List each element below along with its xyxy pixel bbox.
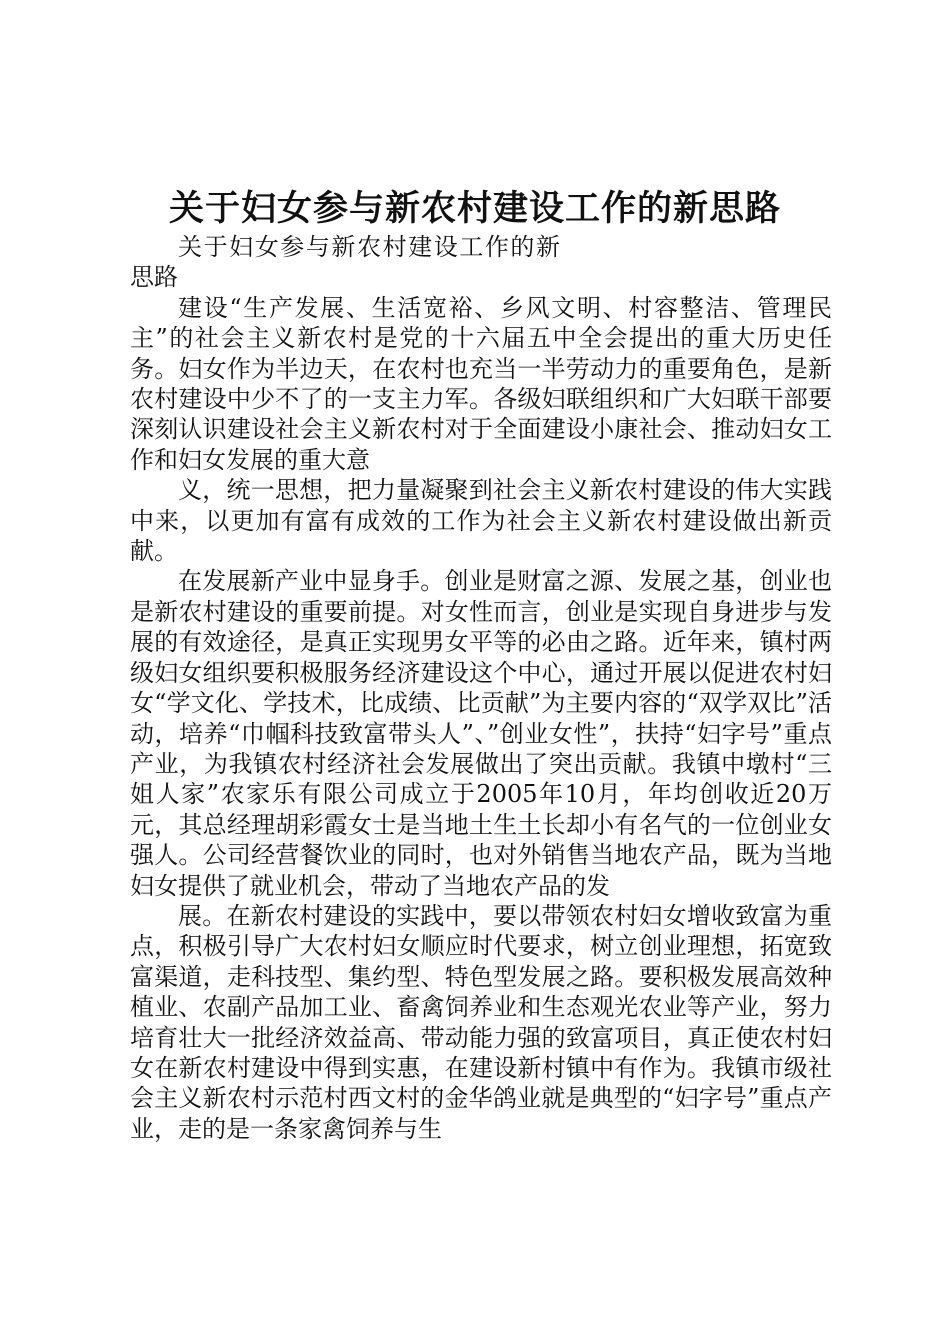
subtitle-paragraph: 关于妇女参与新农村建设工作的新思路 xyxy=(130,233,560,292)
document-title: 关于妇女参与新农村建设工作的新思路 xyxy=(168,189,781,229)
paragraph-2: 义，统一思想，把力量凝聚到社会主义新农村建设的伟大实践中来，以更加有富有成效的工作为社会主义新农村建设做出新贡献。 xyxy=(130,476,832,566)
paragraph-1: 建设“生产发展、生活宽裕、乡风文明、村容整洁、管理民主”的社会主义新农村是党的十六届五中全会提出的重大历史任务。妇女作为半边天，在农村也充当一半劳动力的重要角色，是新农村建设中少不了的一支主力军。各级妇联组织和广大妇联干部要深刻认识建设社会主义新农村对于全面建设小康社会、推动妇女工作和妇女发展的重大意 xyxy=(130,293,832,474)
paragraph-4: 展。在新农村建设的实践中，要以带领农村妇女增收致富为重点，积极引导广大农村妇女顺应时代要求，树立创业理想，拓宽致富渠道，走科技型、集约型、特色型发展之路。要积极发展高效种植业、农副产品加工业、畜禽饲养业和生态观光农业等产业，努力培育壮大一批经济效益高、带动能力强的致富项目，真正使农村妇女在新农村建设中得到实惠，在建设新村镇中有作为。我镇市级社会主义新农村示范村西文村的金华鸽业就是典型的“妇字号”重点产业，走的是一条家禽饲养与生 xyxy=(130,901,832,1143)
document-body xyxy=(130,232,832,1144)
paragraph-3: 在发展新产业中显身手。创业是财富之源、发展之基，创业也是新农村建设的重要前提。对女性而言，创业是实现自身进步与发展的有效途径，是真正实现男女平等的必由之路。近年来，镇村两级妇女组织要积极服务经济建设这个中心，通过开展以促进农村妇女“学文化、学技术，比成绩、比贡献”为主要内容的“双学双比”活动，培养“巾帼科技致富带头人”、”创业女性”，扶持“妇字号”重点产业，为我镇农村经济社会发展做出了突出贡献。我镇中墩村“三姐人家”农家乐有限公司成立于2005年10月，年均创收近20万元，其总经理胡彩霞女士是当地土生土长却小有名气的一位创业女强人。公司经营餐饮业的同时，也对外销售当地农产品，既为当地妇女提供了就业机会，带动了当地农产品的发 xyxy=(130,567,832,900)
